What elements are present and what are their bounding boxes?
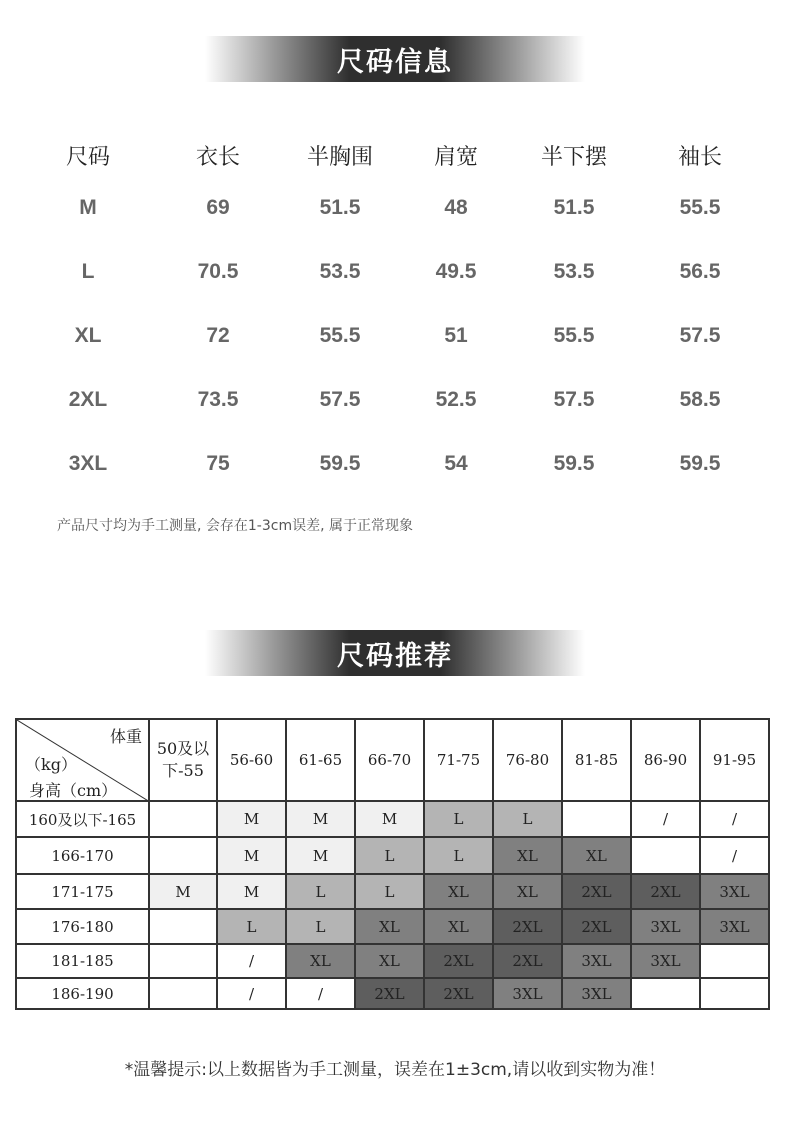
size-cell: XL: [493, 837, 562, 874]
size-cell: [149, 909, 217, 944]
size-cell: 2XL: [562, 874, 631, 909]
measurement-value: 53.5: [319, 260, 361, 283]
size-cell: L: [355, 874, 424, 909]
column-header: 肩宽: [433, 145, 478, 170]
measurement-value: 57.5: [553, 388, 595, 411]
size-cell: 3XL: [631, 909, 700, 944]
size-info-title: 尺码信息: [337, 46, 453, 78]
size-cell: /: [700, 801, 769, 837]
measurement-value: 58.5: [679, 388, 721, 411]
measurement-value: 59.5: [319, 452, 361, 475]
size-cell: L: [424, 801, 493, 837]
size-cell: L: [493, 801, 562, 837]
weight-unit-label: （kg）: [25, 755, 77, 774]
size-cell: /: [286, 978, 355, 1009]
height-row-header: 166-170: [16, 837, 149, 874]
size-cell: 3XL: [700, 909, 769, 944]
size-cell: L: [286, 874, 355, 909]
size-cell: [631, 837, 700, 874]
size-cell: M: [286, 837, 355, 874]
column-header: 袖长: [677, 145, 722, 170]
size-cell: M: [217, 801, 286, 837]
column-header: 衣长: [195, 145, 240, 170]
size-cell: XL: [493, 874, 562, 909]
measurement-value: 73.5: [197, 388, 239, 411]
height-row-header: 160及以下-165: [16, 801, 149, 837]
measurement-value: 53.5: [553, 260, 595, 283]
table-header-row: [16, 719, 769, 801]
size-cell: M: [286, 801, 355, 837]
table-row: [16, 944, 769, 978]
size-cell: L: [424, 837, 493, 874]
table-row: [16, 837, 769, 874]
size-cell: M: [149, 874, 217, 909]
weight-column-header: 81-85: [562, 719, 631, 801]
size-label: 2XL: [68, 388, 108, 411]
size-cell: [149, 801, 217, 837]
size-cell: 2XL: [631, 874, 700, 909]
size-recommend-title: 尺码推荐: [337, 640, 453, 672]
measurement-value: 54: [444, 452, 468, 475]
measurement-value: 51.5: [319, 196, 361, 219]
weight-column-header: 86-90: [631, 719, 700, 801]
column-header: 尺码: [65, 145, 110, 170]
measurement-value: 69: [206, 196, 230, 219]
size-recommend-banner: [205, 630, 585, 676]
size-label: L: [81, 260, 95, 283]
measurement-value: 55.5: [319, 324, 361, 347]
measurement-value: 59.5: [679, 452, 721, 475]
measurement-value: 75: [206, 452, 230, 475]
measurement-note: 产品尺寸均为手工测量, 会存在1-3cm误差, 属于正常现象: [57, 518, 414, 534]
weight-column-header: 56-60: [217, 719, 286, 801]
measurement-value: 51.5: [553, 196, 595, 219]
size-cell: [700, 978, 769, 1009]
size-cell: M: [217, 874, 286, 909]
size-cell: [149, 944, 217, 978]
size-cell: 2XL: [424, 944, 493, 978]
weight-label: 体重: [109, 727, 142, 746]
size-cell: [700, 944, 769, 978]
measurement-value: 55.5: [553, 324, 595, 347]
size-cell: M: [217, 837, 286, 874]
size-label: M: [79, 196, 97, 219]
weight-column-header: 71-75: [424, 719, 493, 801]
size-cell: [149, 837, 217, 874]
corner-cell: [16, 719, 149, 801]
size-cell: 3XL: [562, 944, 631, 978]
height-row-header: 181-185: [16, 944, 149, 978]
measurement-value: 52.5: [435, 388, 477, 411]
size-cell: 3XL: [631, 944, 700, 978]
size-cell: XL: [286, 944, 355, 978]
size-label: XL: [74, 324, 102, 347]
measurement-value: 72: [206, 324, 230, 347]
measurement-value: 55.5: [679, 196, 721, 219]
size-cell: 2XL: [562, 909, 631, 944]
table-row: [16, 909, 769, 944]
measurement-value: 59.5: [553, 452, 595, 475]
measurement-value: 70.5: [197, 260, 239, 283]
table-row: [16, 874, 769, 909]
size-cell: L: [217, 909, 286, 944]
size-cell: /: [217, 978, 286, 1009]
size-cell: 2XL: [355, 978, 424, 1009]
size-cell: 2XL: [493, 909, 562, 944]
size-recommend-table: [15, 718, 770, 1010]
size-cell: [149, 978, 217, 1009]
size-cell: /: [217, 944, 286, 978]
size-info-banner: [205, 36, 585, 82]
size-cell: L: [286, 909, 355, 944]
measurement-value: 49.5: [435, 260, 477, 283]
size-cell: /: [700, 837, 769, 874]
size-cell: [562, 801, 631, 837]
size-cell: L: [355, 837, 424, 874]
tip-note: *温馨提示:以上数据皆为手工测量，误差在1±3cm,请以收到实物为准！: [124, 1060, 666, 1080]
size-label: 3XL: [68, 452, 108, 475]
weight-column-header: 50及以 下-55: [149, 719, 217, 801]
measurement-value: 56.5: [679, 260, 721, 283]
height-row-header: 186-190: [16, 978, 149, 1009]
size-cell: XL: [424, 874, 493, 909]
size-cell: XL: [424, 909, 493, 944]
size-cell: 3XL: [700, 874, 769, 909]
weight-column-header: 76-80: [493, 719, 562, 801]
table-row: [16, 801, 769, 837]
size-cell: [631, 978, 700, 1009]
size-cell: 2XL: [424, 978, 493, 1009]
weight-column-header: 91-95: [700, 719, 769, 801]
measurement-value: 57.5: [679, 324, 721, 347]
column-header: 半下摆: [540, 145, 607, 170]
size-cell: XL: [355, 909, 424, 944]
size-cell: 3XL: [562, 978, 631, 1009]
size-cell: XL: [562, 837, 631, 874]
size-cell: XL: [355, 944, 424, 978]
measurement-value: 57.5: [319, 388, 361, 411]
weight-column-header: 66-70: [355, 719, 424, 801]
measurement-value: 48: [444, 196, 468, 219]
size-cell: M: [355, 801, 424, 837]
size-cell: 3XL: [493, 978, 562, 1009]
measurement-value: 51: [444, 324, 468, 347]
table-row: [16, 978, 769, 1009]
weight-column-header: 61-65: [286, 719, 355, 801]
column-header: 半胸围: [306, 145, 373, 170]
height-row-header: 176-180: [16, 909, 149, 944]
height-label: 身高（cm）: [29, 781, 118, 800]
size-cell: /: [631, 801, 700, 837]
size-cell: 2XL: [493, 944, 562, 978]
height-row-header: 171-175: [16, 874, 149, 909]
